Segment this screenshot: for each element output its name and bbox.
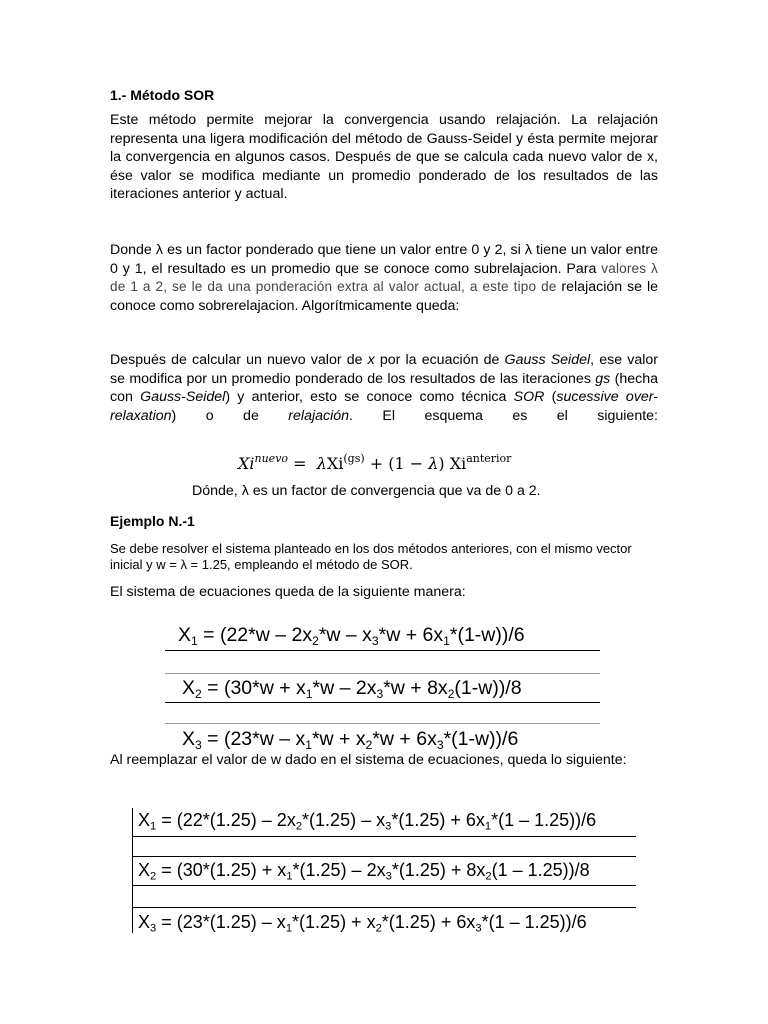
eq-part: (1 – 1.25))/8 xyxy=(491,860,590,880)
text-run: Después de calcular un nuevo valor de xyxy=(110,352,368,368)
equation-w-1 xyxy=(178,624,525,648)
eq-sub: 3 xyxy=(436,737,444,752)
italic-run: SOR xyxy=(513,389,545,406)
divider xyxy=(132,907,636,908)
eq-part: X xyxy=(138,810,151,830)
system-intro: El sistema de ecuaciones queda de la siguiente manera: xyxy=(110,584,466,600)
eq-part: X xyxy=(178,624,192,646)
eq-sub: 1 xyxy=(305,686,313,701)
eq-part: *w – x xyxy=(318,624,372,646)
eq-part: *(1-w))/6 xyxy=(443,728,519,750)
text-run: por la ecuación de xyxy=(374,352,505,368)
text-run: . El esquema es el siguiente: xyxy=(349,407,658,424)
divider xyxy=(165,650,600,651)
donde-paragraph xyxy=(110,241,658,315)
eq-part: = (22*w – 2x xyxy=(197,624,313,646)
eq-part: *w – 2x xyxy=(312,677,377,699)
eq-sub: 2 xyxy=(447,686,455,701)
example-title: Ejemplo N.-1 xyxy=(110,513,195,529)
formula-middle: + (1 − xyxy=(364,454,429,473)
eq-sub: 1 xyxy=(286,870,293,883)
eq-sub: 2 xyxy=(312,633,319,648)
eq-part: X xyxy=(138,860,151,880)
equation-w-3 xyxy=(182,728,518,752)
equation-w-2 xyxy=(182,677,522,701)
divider xyxy=(165,702,600,703)
eq-part: X xyxy=(182,728,196,750)
eq-part: *(1 – 1.25))/6 xyxy=(491,810,597,830)
divider xyxy=(165,673,600,674)
italic-run: relajación xyxy=(288,407,350,424)
formula-sup-anterior: anterior xyxy=(466,452,512,465)
formula-sup-nuevo: nuevo xyxy=(254,452,289,465)
eq-part: *(1.25) – x xyxy=(302,810,386,830)
eq-part: *(1.25) + 6x xyxy=(381,912,476,932)
section-title: 1.- Método SOR xyxy=(110,87,215,103)
italic-run: Gauss-Seidel xyxy=(140,389,226,406)
intro-paragraph: Este método permite mejorar la convergencia usando relajación. La relajación representa una ligera modificación del método de Gauss-Seidel y ésta permite mejorar la convergencia en algunos casos. Después de que se calcula cada nuevo valor de x, ése valor se modifica mediante un promedio ponderado de los resultados de las iteraciones anterior y actual. xyxy=(110,112,658,203)
formula-lhs: Xi xyxy=(238,454,255,473)
text-run: , ese valor se modifica por un promedio ponderado de los resultados de las iteraciones xyxy=(110,352,658,387)
eq-sub: 3 xyxy=(385,870,392,883)
divider xyxy=(165,723,600,724)
eq-sub: 3 xyxy=(371,633,379,648)
eq-part: = (30*w + x xyxy=(201,677,306,699)
italic-run: gs xyxy=(595,370,611,387)
eq-part: *w + 6x xyxy=(372,728,437,750)
formula-note: Dónde, λ es un factor de convergencia que va de 0 a 2. xyxy=(192,483,541,499)
replace-intro: Al reemplazar el valor de w dado en el sistema de ecuaciones, queda lo siguiente: xyxy=(110,752,627,768)
eq-sub: 3 xyxy=(150,922,157,935)
donde-part1: Donde λ es un factor ponderado que tiene un valor entre 0 y 2, si λ tiene un valor entre 0 y 1, el resultado es un promedio que se conoce como subrelajacion. Para xyxy=(110,242,658,277)
eq-sub: 1 xyxy=(443,633,450,648)
example-paragraph: Se debe resolver el sistema planteado en los dos métodos anteriores, con el mismo vector inicial y w = λ = 1.25, empleando el método de SOR. xyxy=(110,541,632,572)
eq-part: = (22*(1.25) – 2x xyxy=(156,810,296,830)
eq-sub: 3 xyxy=(195,737,202,752)
despues-paragraph xyxy=(110,351,658,425)
equation-value-2 xyxy=(138,860,590,883)
text-run: ) o de xyxy=(171,407,289,424)
eq-sub: 2 xyxy=(365,737,373,752)
eq-part: *w + 8x xyxy=(383,677,448,699)
eq-sub: 2 xyxy=(195,686,202,701)
eq-part: *(1 – 1.25))/6 xyxy=(481,912,587,932)
eq-sub: 1 xyxy=(305,737,312,752)
eq-part: = (23*w – x xyxy=(201,728,306,750)
equation-value-3 xyxy=(138,912,587,935)
eq-sub: 2 xyxy=(150,870,157,883)
italic-run: Gauss Seidel xyxy=(504,352,591,368)
formula-sup-gs: (gs) xyxy=(343,452,365,465)
formula-xi-gs: Xi xyxy=(326,454,344,473)
eq-part: *w + x xyxy=(311,728,366,750)
eq-sub: 3 xyxy=(475,922,482,935)
formula-lambda: λ xyxy=(316,454,327,473)
eq-sub: 2 xyxy=(375,922,382,935)
eq-sub: 1 xyxy=(285,922,293,935)
eq-sub: 3 xyxy=(385,820,392,833)
vertical-rule xyxy=(132,808,133,933)
text-run: ( xyxy=(544,389,557,406)
sor-formula xyxy=(238,452,511,473)
equation-value-1 xyxy=(138,810,596,833)
eq-part: *(1.25) – 2x xyxy=(292,860,386,880)
eq-sub: 1 xyxy=(150,820,157,833)
eq-part: *(1.25) + 6x xyxy=(391,810,485,830)
formula-equals: = xyxy=(288,454,317,473)
divider xyxy=(132,885,636,886)
text-run: ) y anterior, esto se conoce como técnica xyxy=(225,389,514,406)
eq-sub: 1 xyxy=(191,633,198,648)
eq-part: (1-w))/8 xyxy=(454,677,522,699)
eq-sub: 1 xyxy=(484,820,492,833)
eq-part: = (23*(1.25) – x xyxy=(156,912,286,932)
eq-part: *(1.25) + x xyxy=(292,912,376,932)
eq-part: X xyxy=(182,677,196,699)
donde-part3: relajación se le conoce como sobrerelajacion. Algorítmicamente queda: xyxy=(110,279,658,314)
eq-part: *(1-w))/6 xyxy=(449,624,525,646)
eq-sub: 3 xyxy=(376,686,384,701)
eq-part: *w + 6x xyxy=(378,624,444,646)
donde-part2: valores λ de 1 a 2, se le da una ponderación extra al valor actual, a este tipo de xyxy=(110,260,658,295)
eq-sub: 2 xyxy=(485,870,492,883)
italic-run: sucessive over-relaxation xyxy=(110,389,658,424)
text-run: (hecha con xyxy=(110,370,659,406)
eq-sub: 2 xyxy=(295,820,303,833)
eq-part: X xyxy=(138,912,151,932)
eq-part: *(1.25) + 8x xyxy=(391,860,486,880)
formula-close: ) Xi xyxy=(438,454,467,473)
italic-run: x xyxy=(367,352,375,368)
formula-lambda: λ xyxy=(428,454,439,473)
divider xyxy=(132,856,636,857)
eq-part: = (30*(1.25) + x xyxy=(156,860,287,880)
divider xyxy=(132,836,636,837)
